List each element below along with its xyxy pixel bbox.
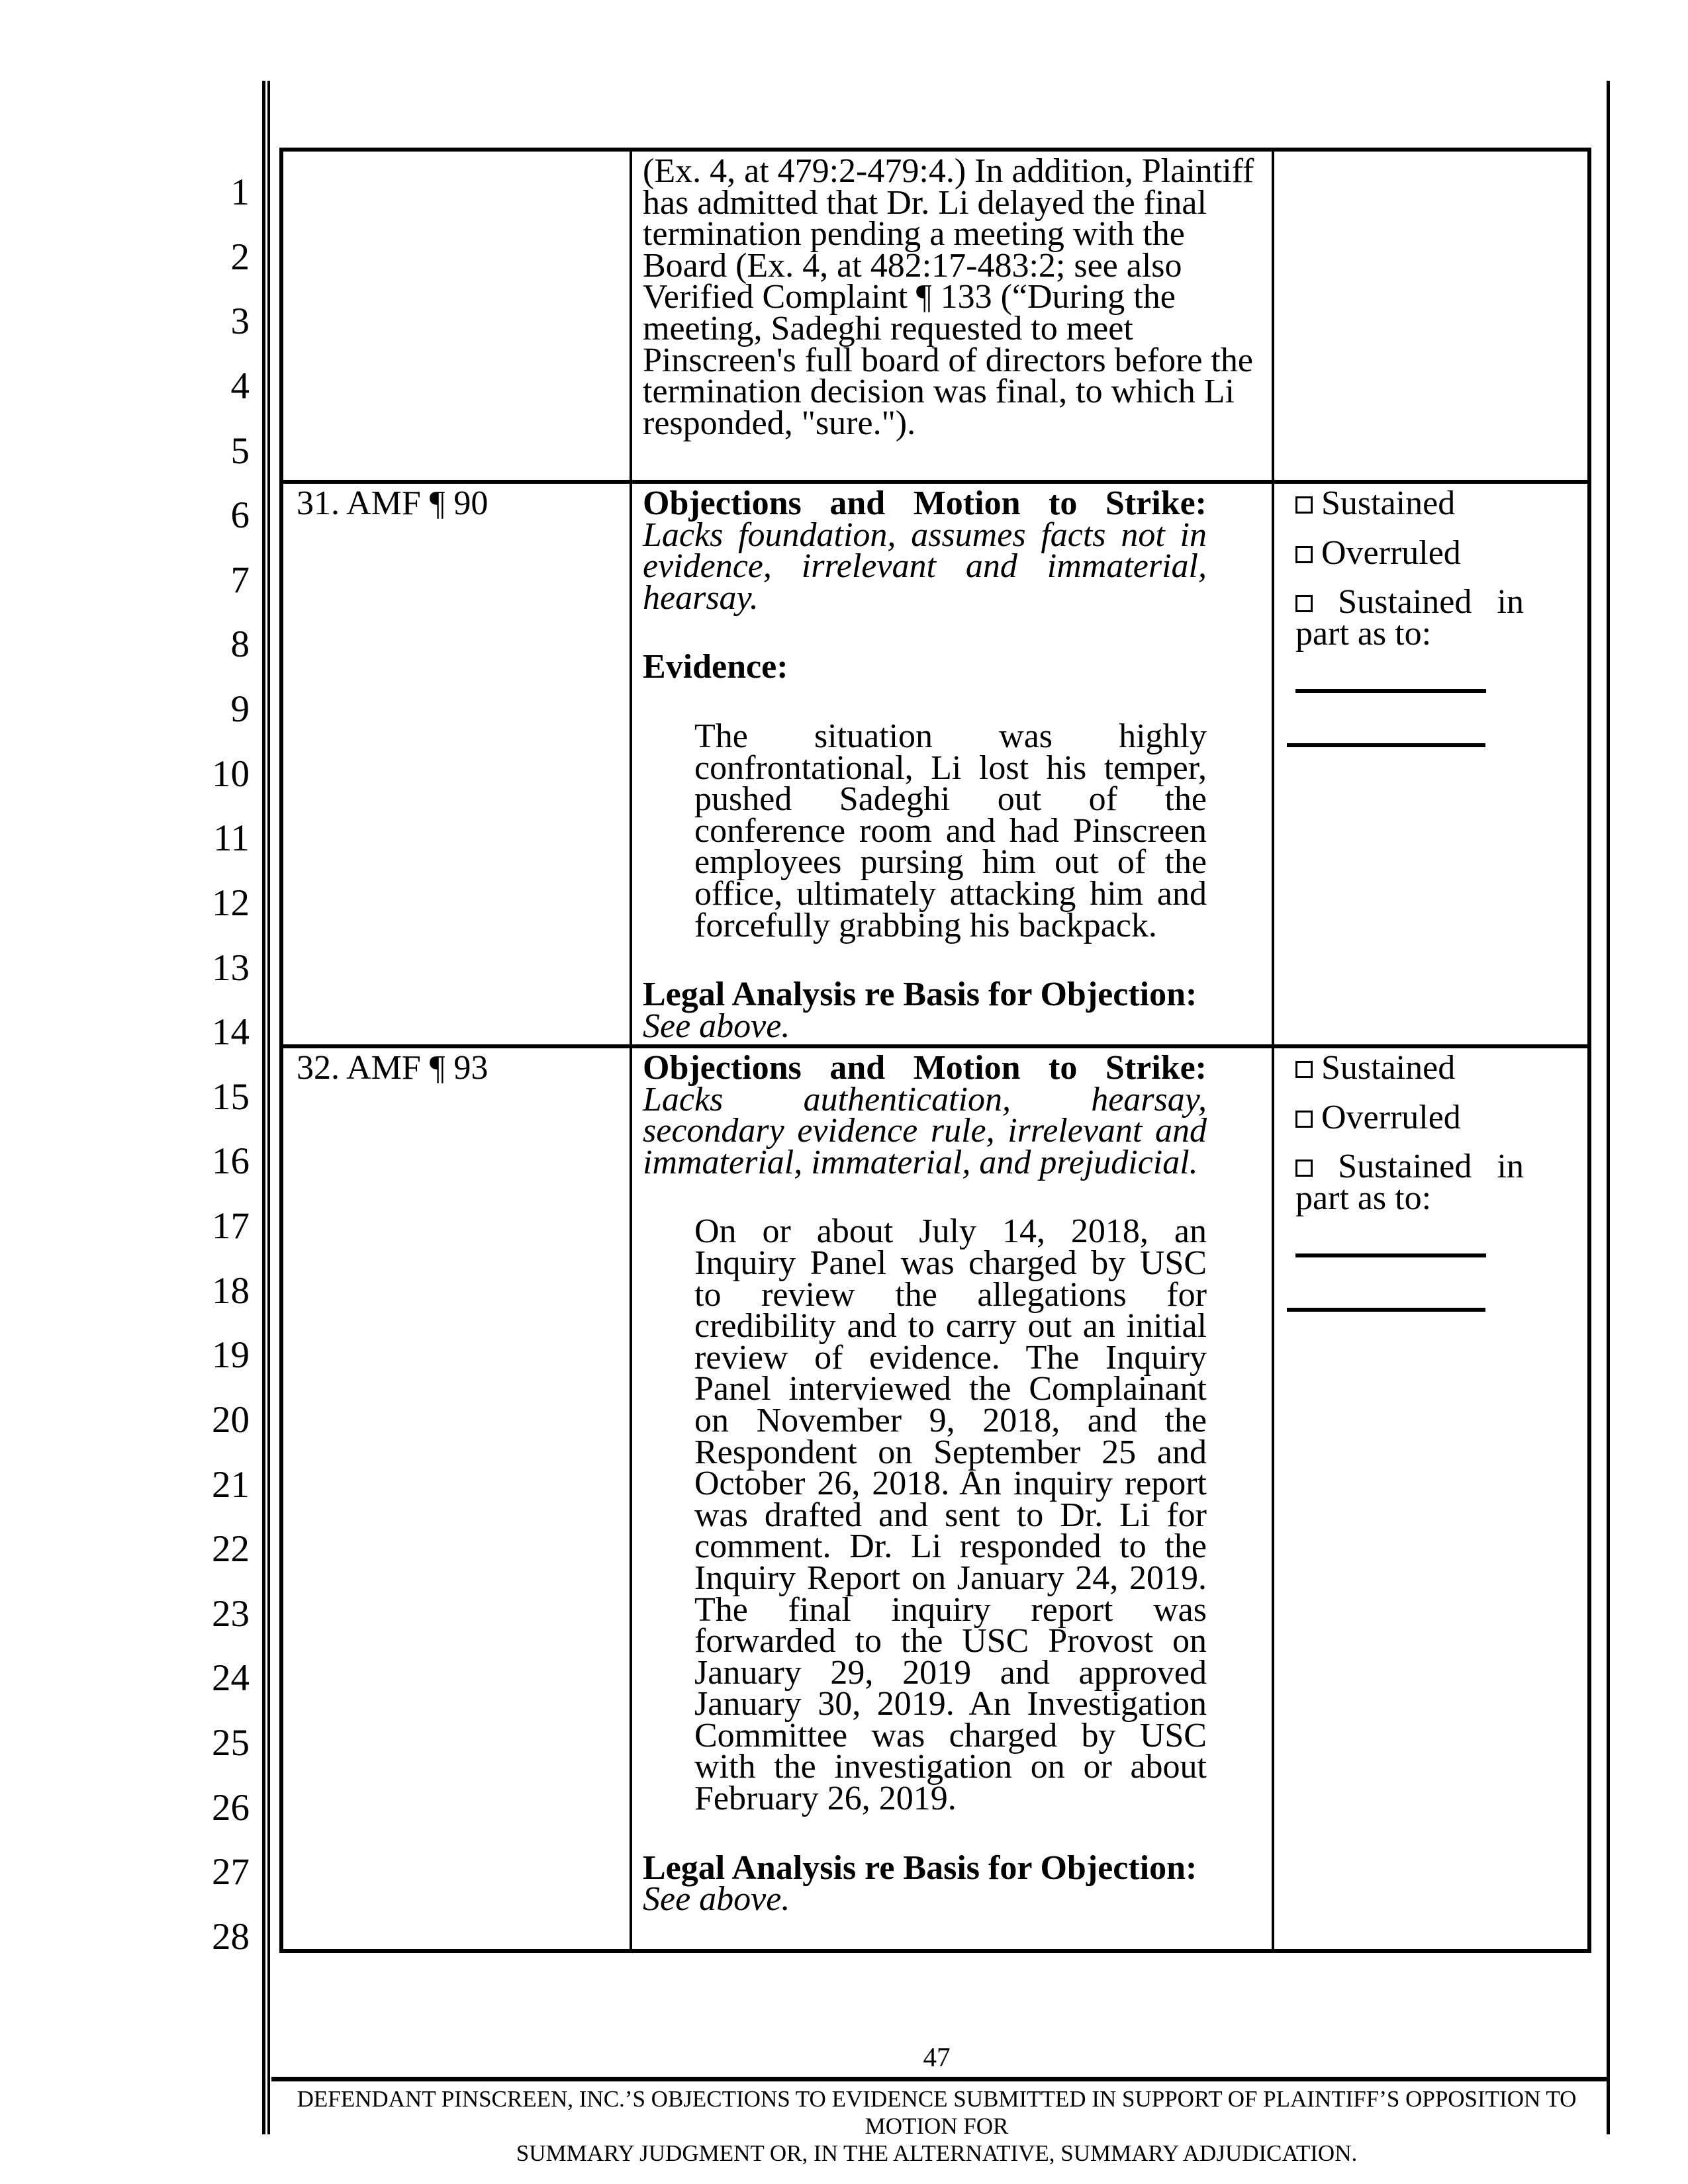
objection-grounds: Lacks foundation, assumes facts not in evidence, irrelevant and immaterial, hearsay. (643, 516, 1207, 617)
line-number: 26 (212, 1786, 250, 1829)
ruling-cell (1273, 1046, 1589, 1951)
line-number: 13 (212, 946, 250, 989)
footer (271, 2085, 1602, 2167)
objection-cell (631, 1046, 1273, 1951)
line-number: 6 (230, 494, 250, 537)
line-number: 5 (230, 430, 250, 472)
line-number: 4 (230, 365, 250, 407)
line-number: 10 (212, 752, 250, 795)
legal-analysis-text: See above. (643, 1007, 790, 1045)
ruling-option-label: Overruled (1321, 1098, 1461, 1136)
page-number: 47 (923, 2042, 951, 2072)
footer-line-1: DEFENDANT PINSCREEN, INC.’S OBJECTIONS TO EVIDENCE SUBMITTED IN SUPPORT OF PLAINTIFF’S OPPOSITION TO MOTION FOR (297, 2086, 1577, 2139)
line-number: 9 (230, 688, 250, 731)
pleading-left-double-rule (262, 81, 270, 2134)
legal-analysis-label: Legal Analysis re Basis for Objection: (643, 1848, 1197, 1887)
checkbox-icon[interactable] (1295, 1061, 1313, 1078)
objection-label: Objections and Motion to Strike: (643, 1049, 1207, 1087)
ruling-option-overruled[interactable] (1295, 1098, 1524, 1136)
ruling-option-sustained[interactable] (1295, 1049, 1524, 1087)
ref-cell (281, 1046, 631, 1951)
line-number: 21 (212, 1463, 250, 1506)
line-number: 2 (230, 236, 250, 278)
ruling-option-label: Sustained in part as to: (1295, 1148, 1524, 1217)
line-number: 8 (230, 623, 250, 666)
line-number: 15 (212, 1075, 250, 1118)
fill-in-blank-line[interactable] (1287, 1308, 1485, 1312)
line-number: 28 (212, 1916, 250, 1958)
objection-paragraph (643, 1049, 1207, 1181)
table-row-amf-93 (281, 1046, 1589, 1951)
legal-analysis-text: See above. (643, 1880, 790, 1919)
line-number: 3 (230, 300, 250, 343)
line-number: 25 (212, 1722, 250, 1764)
checkbox-icon[interactable] (1295, 496, 1313, 514)
line-number: 16 (212, 1140, 250, 1183)
amf-ref: 32. AMF ¶ 93 (297, 1049, 489, 1087)
line-number: 27 (212, 1851, 250, 1893)
checkbox-icon[interactable] (1295, 1160, 1313, 1177)
ruling-option-sustained-in-part[interactable] (1295, 1148, 1524, 1217)
ruling-option-overruled[interactable] (1295, 533, 1524, 572)
line-number: 11 (213, 817, 250, 860)
amf-ref: 31. AMF ¶ 90 (297, 484, 489, 522)
line-number: 17 (212, 1205, 250, 1248)
continuation-text: (Ex. 4, at 479:2-479:4.) In addition, Plaintiff has admitted that Dr. Li delayed the final termination pending a meeting with the Board (Ex. 4, at 482:17-483:2; see also Verified Complaint ¶ 133 (“During the meeting, Sadeghi requested to meet Pinscreen's full board of directors before the termination decision was final, to which Li responded, "sure."). (643, 152, 1254, 442)
ruling-option-label: Overruled (1321, 533, 1461, 572)
checkbox-icon[interactable] (1295, 546, 1313, 563)
ruling-cell (1273, 482, 1589, 1046)
ruling-option-sustained-in-part[interactable] (1295, 583, 1524, 653)
line-number: 22 (212, 1528, 250, 1570)
objections-table (279, 148, 1591, 1953)
objection-paragraph (643, 484, 1207, 617)
line-number: 19 (212, 1334, 250, 1377)
footer-rule (271, 2077, 1607, 2081)
ruling-option-label: Sustained in part as to: (1295, 583, 1524, 653)
line-number: 7 (230, 559, 250, 601)
checkbox-icon[interactable] (1295, 1111, 1313, 1128)
line-number: 20 (212, 1398, 250, 1441)
legal-analysis-label: Legal Analysis re Basis for Objection: (643, 976, 1197, 1014)
objection-grounds: Lacks authentication, hearsay, secondary evidence rule, irrelevant and immaterial, immaterial, and prejudicial. (643, 1080, 1207, 1181)
objection-label: Objections and Motion to Strike: (643, 484, 1207, 522)
ruling-option-label: Sustained (1321, 1049, 1456, 1087)
objection-cell (631, 482, 1273, 1046)
fill-in-blank-line[interactable] (1295, 1253, 1486, 1257)
table-row-amf-90 (281, 482, 1589, 1046)
fill-in-blank-line[interactable] (1295, 689, 1486, 693)
table-row-continuation (281, 150, 1589, 482)
fill-in-blank-line[interactable] (1287, 743, 1485, 747)
pleading-right-rule (1607, 81, 1610, 2134)
ruling-option-label: Sustained (1321, 484, 1456, 522)
line-number: 18 (212, 1269, 250, 1312)
evidence-paragraph: On or about July 14, 2018, an Inquiry Panel was charged by USC to review the allegations for credibility and to carry out an initial review of evidence. The Inquiry Panel interviewed the Complainant on November 9, 2018, and the Respondent on September 25 and October 26, 2018. An inquiry report was drafted and sent to Dr. Li for comment. Dr. Li responded to the Inquiry Report on January 24, 2019. The final inquiry report was forwarded to the USC Provost on January 29, 2019 and approved January 30, 2019. An Investigation Committee was charged by USC with the investigation on or about February 26, 2019. (694, 1212, 1207, 1818)
line-number: 14 (212, 1011, 250, 1054)
footer-line-2: SUMMARY JUDGMENT OR, IN THE ALTERNATIVE, SUMMARY ADJUDICATION. (516, 2140, 1358, 2166)
ruling-option-sustained[interactable] (1295, 484, 1524, 522)
ruling-cell-empty (1273, 150, 1589, 482)
continuation-cell (631, 150, 1273, 482)
ref-cell (281, 482, 631, 1046)
line-number: 24 (212, 1657, 250, 1700)
checkbox-icon[interactable] (1295, 595, 1313, 612)
line-number: 12 (212, 882, 250, 924)
line-number: 23 (212, 1592, 250, 1635)
line-number: 1 (230, 171, 250, 213)
ref-cell-empty (281, 150, 631, 482)
evidence-paragraph: The situation was highly confrontational, Li lost his temper, pushed Sadeghi out of the conference room and had Pinscreen employees pursing him out of the office, ultimately attacking him and forcefully grabbing his backpack. (694, 717, 1207, 944)
evidence-label: Evidence: (643, 648, 788, 686)
